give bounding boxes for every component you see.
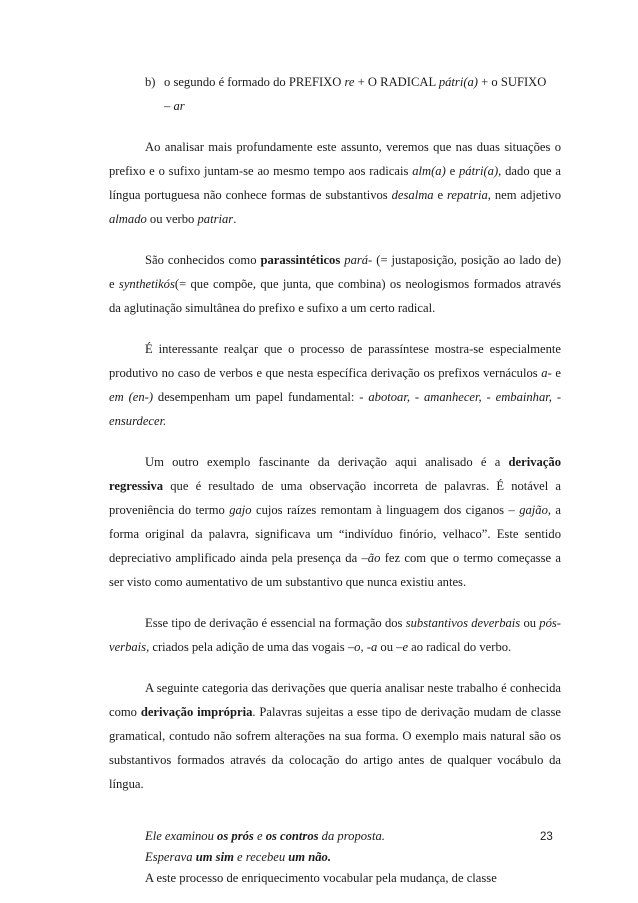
- list-item-b: [145, 70, 561, 118]
- page-content: [109, 70, 561, 889]
- page-number: 23: [540, 831, 553, 843]
- example-line-1: Ele examinou os prós e os contros da proposta.: [145, 829, 385, 843]
- paragraph-2: São conhecidos como parassintéticos pará- (= justaposição, posição ao lado de) e synthetikós(= que compõe, que junta, que combina) os neologismos formados através da aglutinação simultânea do prefixo e sufixo a um certo radical.: [109, 253, 562, 315]
- paragraph-5: Esse tipo de derivação é essencial na formação dos substantivos deverbais ou pós-verbais, criados pela adição de uma das vogais –o, -a ou –e ao radical do verbo.: [109, 616, 561, 654]
- example-line-3: A este processo de enriquecimento vocabular pela mudança, de classe: [145, 871, 497, 885]
- paragraph-4: Um outro exemplo fascinante da derivação aqui analisado é a derivação regressiva que é resultado de uma observação incorreta de palavras. É notável a proveniência do termo gajo cujos raízes remontam à linguagem dos ciganos – gajão, a forma original da palavra, significava um “indivíduo finório, velhaco”. Este sentido depreciativo amplificado ainda pela presença da –ão fez com que o termo começasse a ser visto como aumentativo de um substantivo que nunca existiu antes.: [109, 455, 562, 589]
- paragraph-3: É interessante realçar que o processo de parassíntese mostra-se especialmente produtivo no caso de verbos e que nesta específica derivação os prefixos vernáculos a- e em (en-) desempenham um papel fundamental: - abotoar, - amanhecer, - embainhar, - ensurdecer.: [109, 342, 562, 428]
- example-line-2: Esperava um sim e recebeu um não.: [145, 850, 331, 864]
- paragraph-6: A seguinte categoria das derivações que queria analisar neste trabalho é conhecida como derivação imprópria. Palavras sujeitas a esse tipo de derivação mudam de classe gramatical, contudo não sofrem alterações na sua forma. O exemplo mais natural são os substantivos formados através da colocação do artigo antes de qualquer vocábulo da língua.: [109, 681, 561, 791]
- list-marker: b): [145, 75, 156, 89]
- paragraph-1: Ao analisar mais profundamente este assunto, veremos que nas duas situações o prefixo e o sufixo juntam-se ao mesmo tempo aos radicais alm(a) e pátri(a), dado que a língua portuguesa não conhece formas de substantivos desalma e repatria, nem adjetivo almado ou verbo patriar.: [109, 140, 562, 226]
- list-item-text: o segundo é formado do PREFIXO re + O RADICAL pátri(a) + o SUFIXO – ar: [164, 75, 547, 113]
